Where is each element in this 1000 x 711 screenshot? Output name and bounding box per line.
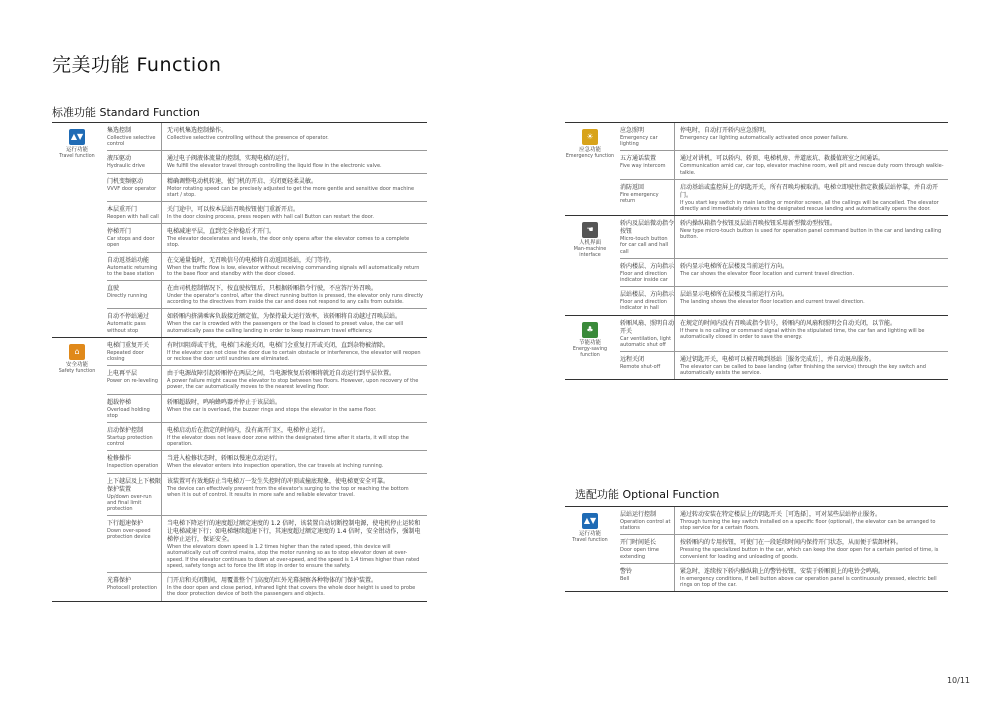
function-row <box>107 281 427 309</box>
function-name-cn: 上电再平层 <box>107 370 138 378</box>
function-name-en: Startup protection control <box>107 435 153 448</box>
icon-glyph: ♣ <box>586 324 594 334</box>
function-description <box>675 352 948 379</box>
description-cn: 紧急时，连续按下轿内操纵箱上的警铃按钮，安装于轿厢顶上的电铃会鸣响。 <box>680 567 885 575</box>
description-cn: 电梯减速平层，直到完全停稳后才开门。 <box>167 228 276 236</box>
function-name-en: Car ventilation, light automatic shut off <box>620 335 672 348</box>
function-description <box>162 224 427 251</box>
description-cn: 电梯启动后在指定的时间内，没有离开门区，电梯停止运行。 <box>167 427 330 435</box>
function-name <box>107 516 162 572</box>
function-name <box>107 309 162 336</box>
description-cn: 轿内操纵箱指令按钮及层站召唤按钮采用新型微动型按钮。 <box>680 220 837 228</box>
leaf-icon <box>582 322 598 338</box>
description-en: In the door closing process, press reopen with hall call Button can restart the door. <box>167 214 374 221</box>
function-name-en: Photocell protection <box>107 585 157 592</box>
function-name-en: Directly running <box>107 293 148 300</box>
function-name-en: Collective selective control <box>107 135 156 148</box>
description-en: Emergency car lighting automatically activated once power failure. <box>680 135 849 141</box>
function-row <box>107 423 427 451</box>
icon-glyph: ▲▼ <box>583 516 597 525</box>
function-name-en: Automatic pass without stop <box>107 321 146 334</box>
category-name-en: Energy-saving function <box>572 346 608 358</box>
function-name <box>620 287 675 314</box>
description-en: Communication amid car, car top, elevator machine room, well pit and rescue duty room through walkie-talkie. <box>680 163 944 176</box>
function-name-en: VVVF door operator <box>107 185 157 192</box>
function-description <box>162 309 427 336</box>
function-name-cn: 本层重开门 <box>107 206 138 214</box>
function-description <box>162 516 427 572</box>
description-cn: 通过转动安装在特定楼层上的钥匙开关［可选择］，可对某些层站停止服务。 <box>680 511 882 518</box>
category-label <box>565 123 615 160</box>
function-name-cn: 检修操作 <box>107 455 132 463</box>
description-cn: 无司机集选控制操作。 <box>167 127 228 134</box>
function-name <box>107 224 162 251</box>
description-cn: 按轿厢内的专用按钮，可使门在一段延续时间内保持开门状态，从而便于装卸材料。 <box>680 539 903 547</box>
category-name-cn: 运行功能 <box>578 531 601 537</box>
function-name <box>620 123 675 150</box>
function-name <box>620 151 675 178</box>
category-name-en: Travel function <box>572 538 608 543</box>
description-en: Through turning the key switch installed on a specific floor (optional), the elevator can be arranged to stop service for a certain floors. <box>680 519 936 532</box>
description-cn: 停电时，自动打开轿内应急照明。 <box>680 127 771 134</box>
function-row <box>620 564 948 591</box>
touch-panel-icon <box>582 222 598 238</box>
function-row <box>620 287 948 314</box>
function-row <box>107 151 427 173</box>
description-cn: 在规定的时间内没有召唤或指令信号，轿厢内的风扇和照明会自动关闭，以节能。 <box>680 319 897 327</box>
function-name <box>107 366 162 393</box>
function-name-en: Emergency car lighting <box>620 135 658 148</box>
description-en: The landing shows the elevator floor location and current travel direction. <box>680 299 865 306</box>
function-name-cn: 上下越层及上下极限保护装置 <box>107 477 162 493</box>
description-en: We fulfill the elevator travel through controlling the liquid flow in the electronic valve. <box>167 163 382 170</box>
function-name-cn: 液压驱动 <box>107 155 132 163</box>
function-name-cn: 警铃 <box>620 567 633 575</box>
function-description <box>162 366 427 393</box>
description-en: If the elevator can not close the door due to certain obstacle or interference, the elevator will reopen or reclose the door until sundries are eliminated. <box>167 349 421 363</box>
description-en: If the elevator does not leave door zone within the designated time after it starts, it will stop the operation. <box>167 435 409 448</box>
optional-function-table <box>565 506 948 592</box>
description-en: If there is no calling or command signal within the stipulated time, the car fan and lighting will be automatically closed in order to save the energy. <box>680 327 925 340</box>
function-name <box>107 423 162 450</box>
function-description <box>162 451 427 472</box>
function-name <box>107 174 162 201</box>
function-row <box>107 516 427 573</box>
description-cn: 通过对讲机，可以轿内、轿顶、电梯机房、井道底坑、救援值班室之间通话。 <box>680 155 885 163</box>
function-name <box>620 507 675 534</box>
function-description <box>162 474 427 516</box>
description-en: The elevator decelerates and levels, the door only opens after the elevator comes to a complete stop. <box>167 236 410 249</box>
function-description <box>675 507 948 534</box>
function-group <box>52 338 427 602</box>
description-cn: 精确调整电动机转速，使门机的开启、关闭更轻柔灵敏。 <box>167 177 318 185</box>
function-name <box>107 253 162 280</box>
function-name-en: Hydraulic drive <box>107 163 145 170</box>
description-en: If you start key switch in main landing or monitor screen, all the callings will be cancelled. The elevator directly and immediately drives to the designated rescue landing and automatically opens the door. <box>680 199 939 213</box>
description-en: In emergency conditions, if bell button above car operation panel is continuously pressed, electric bell rings on top of the car. <box>680 575 937 589</box>
description-en: The device can effectively prevent from the elevator's surging to the top or reaching the bottom when it is out of control. It results in more safe and reliable elevator travel. <box>167 485 409 498</box>
function-name-en: Overload holding stop <box>107 406 150 419</box>
function-row <box>107 174 427 202</box>
function-name <box>107 451 162 472</box>
standard-function-table-left <box>52 122 427 602</box>
function-row <box>620 352 948 379</box>
description-en: Motor rotating speed can be precisely adjusted to get the more gentle and sensitive door machine start / stop. <box>167 185 415 198</box>
description-en: Collective selective controlling without the presence of operator. <box>167 135 329 141</box>
category-label <box>565 216 615 259</box>
function-name-cn: 五方通话装置 <box>620 155 657 163</box>
function-name-en: Five way intercom <box>620 163 666 170</box>
function-name-cn: 应急照明 <box>620 127 645 134</box>
description-cn: 通过钥匙开关，电梯可以被召唤到基站［服务完成后］，并自动退出服务。 <box>680 356 876 364</box>
description-en: When the traffic flow is low, elevator without receiving commanding signals will automatically return to the base floor and standby with the door closed. <box>167 264 420 277</box>
function-name-cn: 层站运行控制 <box>620 511 657 518</box>
description-cn: 如轿厢内挤满乘客负载接近额定值，为保持最大运行效率，该轿厢将自动越过召唤层站。 <box>167 313 402 321</box>
function-group <box>52 123 427 338</box>
function-description <box>162 202 427 223</box>
function-row <box>107 253 427 281</box>
function-row <box>620 216 948 259</box>
function-description <box>162 123 427 150</box>
page-number: 10/11 <box>946 676 970 685</box>
function-name-cn: 自动不停站通过 <box>107 313 150 321</box>
function-row <box>620 123 948 151</box>
function-description <box>162 423 427 450</box>
function-row <box>620 535 948 563</box>
function-name <box>107 338 162 365</box>
category-name-cn: 安全功能 <box>65 361 88 368</box>
function-name-cn: 启动保护控制 <box>107 427 144 435</box>
function-name <box>620 180 675 215</box>
function-name-cn: 自动返基站功能 <box>107 256 150 264</box>
category-name-cn: 运行功能 <box>65 147 88 153</box>
lamp-icon <box>582 129 598 145</box>
function-name <box>620 564 675 591</box>
function-name-en: Down over-speed protection device <box>107 528 151 541</box>
function-name-cn: 电梯门重复开关 <box>107 341 150 349</box>
function-name-cn: 消防返回 <box>620 183 645 191</box>
description-en: In the door open and close period, infrared light that covers the whole door height is used to probe the door protection device of both the passengers and objects. <box>167 585 416 598</box>
category-name-en: Emergency function <box>565 154 615 159</box>
function-description <box>675 287 948 314</box>
function-name-en: Repeated door closing <box>107 349 144 363</box>
function-description <box>675 180 948 215</box>
function-row <box>620 259 948 287</box>
function-name <box>107 151 162 172</box>
function-row <box>107 451 427 473</box>
category-name-en: Safety function <box>58 368 96 374</box>
description-cn: 该装置可有效地防止当电梯万一发生失控时的冲顶或撞底现象，使电梯更安全可靠。 <box>167 477 390 485</box>
function-name-cn: 集选控制 <box>107 127 132 134</box>
elevator-buttons-icon <box>69 129 85 145</box>
function-row <box>107 224 427 252</box>
description-cn: 当电梯下降运行的速度超过额定速度的 1.2 倍时，该装置自动切断控制电源，使电机停止运转和让电梯减速下行；如电梯继续超速下行，其速度超过额定速度的 1.4 倍时，安全钳动作，强制电梯停止运行，保证安全。 <box>167 520 421 544</box>
function-name <box>107 281 162 308</box>
function-name <box>107 202 162 223</box>
function-name <box>620 352 675 379</box>
description-en: The elevator can be called to base landing (after finishing the service) through the key switch and automatically exists the service. <box>680 364 926 377</box>
function-name <box>107 573 162 600</box>
description-cn: 层站显示电梯所在层楼及当前运行方向。 <box>680 291 789 299</box>
description-cn: 启动基站或监控屏上的钥匙开关，所有召唤均被取消。电梯立即驶往指定救援层站停靠，并自动开门。 <box>680 183 939 199</box>
function-description <box>675 535 948 562</box>
standard-function-table-right <box>565 122 948 380</box>
description-en: Pressing the specialized button in the car, which can keep the door open for a certain period of time, is convenient for loading and unloading of goods. <box>680 547 939 560</box>
description-cn: 在由司机控制情况下，按直驶按钮后，只根据轿厢指令行驶，不应答厅外召唤。 <box>167 285 378 293</box>
icon-glyph: ▲▼ <box>70 132 84 141</box>
description-cn: 通过电子阀液体流量的控制，实现电梯的运行。 <box>167 155 294 163</box>
function-row <box>107 123 427 151</box>
icon-glyph: ⌂ <box>74 346 80 356</box>
standard-function-title: 标准功能 Standard Function <box>52 106 200 119</box>
function-group <box>565 316 948 381</box>
function-name-en: Power on re-leveling <box>107 378 158 385</box>
function-row <box>620 507 948 535</box>
function-row <box>620 316 948 352</box>
function-row <box>107 474 427 517</box>
house-shield-icon <box>69 344 85 360</box>
category-label <box>52 123 102 160</box>
function-name-en: Micro-touch button for car call and hall call <box>620 236 669 255</box>
icon-glyph: ☚ <box>586 225 594 235</box>
page-title: 完美功能 Function <box>52 54 222 76</box>
function-description <box>162 174 427 201</box>
function-name <box>107 474 162 516</box>
function-name-en: Up/down over-run and final limit protection <box>107 493 152 513</box>
function-description <box>162 281 427 308</box>
function-name <box>107 123 162 150</box>
function-name-en: Operation control at stations <box>620 519 671 532</box>
category-name-cn: 节能功能 <box>578 339 601 346</box>
function-group <box>565 216 948 315</box>
function-group <box>565 123 948 216</box>
function-name-cn: 层站楼层、方向指示 <box>620 291 675 299</box>
function-name <box>620 259 675 286</box>
category-name-cn: 人机界面 <box>578 240 601 247</box>
function-description <box>162 395 427 422</box>
function-description <box>675 259 948 286</box>
function-name-en: Car stops and door open <box>107 236 155 249</box>
function-name-cn: 开门时间延长 <box>620 539 657 547</box>
function-group <box>565 507 948 592</box>
description-en: Under the operator's control, after the direct running button is pressed, the elevator only runs directly according to the directives from inside the car and does not respond to any calls from outside. <box>167 293 424 306</box>
function-name-cn: 超载停梯 <box>107 398 132 406</box>
description-cn: 当进入检修状态时，轿厢以慢速点动运行。 <box>167 455 282 463</box>
function-name-en: Bell <box>620 575 630 582</box>
category-label <box>565 316 615 359</box>
category-name-en: Man-machine interface <box>573 247 607 259</box>
function-name-cn: 下行超速保护 <box>107 520 144 528</box>
function-name-cn: 轿内楼层、方向指示 <box>620 262 675 270</box>
function-name-cn: 停梯开门 <box>107 228 132 236</box>
function-description <box>675 216 948 258</box>
function-name-cn: 轿厢风扇、照明自动开关 <box>620 319 675 335</box>
function-row <box>620 180 948 215</box>
function-description <box>675 564 948 591</box>
function-description <box>162 338 427 365</box>
function-name-en: Reopen with hall call <box>107 214 159 221</box>
function-description <box>162 151 427 172</box>
function-description <box>675 316 948 351</box>
optional-function-title: 选配功能 Optional Function <box>575 488 720 501</box>
description-en: When the elevators down speed is 1.2 times higher than the rated speed, this device will automatically cut off control mains, stop the motor running so as to stop elevator down at over-speed. If the elevator continues to down at over-speed, and the speed is 1.4 times higher than rated speed, safety tongs act to force the lift stop in order to ensure the safety. <box>167 544 420 569</box>
function-name <box>620 535 675 562</box>
function-name-en: Floor and direction indicator inside car <box>620 270 668 284</box>
function-description <box>675 123 948 150</box>
category-label <box>52 338 102 375</box>
function-name-en: Door open time extending <box>620 547 659 560</box>
function-name-en: Inspection operation <box>107 463 159 470</box>
description-en: The car shows the elevator floor location and current travel direction. <box>680 270 855 277</box>
function-name-cn: 远程关闭 <box>620 356 645 364</box>
function-name-en: Fire emergency return <box>620 191 659 205</box>
function-name-cn: 门机变频驱动 <box>107 177 144 185</box>
icon-glyph: ☀ <box>586 132 594 141</box>
function-name-en: Floor and direction indicator in hall <box>620 299 667 312</box>
description-en: When the elevator enters into inspection operation, the car travels at inching running. <box>167 463 384 470</box>
function-name <box>620 316 675 351</box>
function-description <box>162 573 427 600</box>
category-name-cn: 应急功能 <box>578 147 601 153</box>
function-name-en: Automatic returning to the base station <box>107 264 158 277</box>
function-name-cn: 光幕保护 <box>107 577 132 585</box>
function-row <box>107 395 427 423</box>
elevator-buttons-icon <box>582 513 598 529</box>
function-row <box>620 151 948 179</box>
function-row <box>107 366 427 394</box>
description-cn: 在交通量低时，无召唤信号的电梯将自动返回基站，关门等待。 <box>167 256 336 264</box>
description-cn: 由于电源故障引起轿厢停在两层之间，当电源恢复后轿厢将就近自动运行到平层位置。 <box>167 370 396 378</box>
description-en: New type micro-touch button is used for operation panel command button in the car and landing calling button. <box>680 228 942 241</box>
description-cn: 有时因阻碍或干扰，电梯门未能关闭，电梯门会重复打开或关闭，直到杂物被清除。 <box>167 341 390 349</box>
function-description <box>162 253 427 280</box>
description-cn: 门开启和关闭期间，用覆盖整个门高度的红外光幕洞察各种物体的门保护装置。 <box>167 577 378 585</box>
function-name-cn: 直驶 <box>107 285 120 293</box>
description-cn: 关门途中，可以按本层站召唤按钮使门重新开启。 <box>167 206 300 214</box>
function-name-cn: 轿内及层站微动指令按钮 <box>620 220 675 236</box>
function-name <box>107 395 162 422</box>
function-row <box>107 573 427 600</box>
description-en: When the car is overload, the buzzer rings and stops the elevator in the same floor. <box>167 406 377 413</box>
description-en: When the car is crowded with the passengers or the load is closed to preset value, the car will automatically pass the calling landing in order to keep maximum travel efficiency. <box>167 321 404 334</box>
function-row <box>107 202 427 224</box>
description-en: A power failure might cause the elevator to stop between two floors. However, upon recovery of the power, the car automatically moves to the nearest leveling floor. <box>167 378 419 391</box>
description-cn: 轿厢超载时，鸣响蜂鸣器并停止于该层站。 <box>167 398 282 406</box>
description-cn: 轿内显示电梯所在层楼及当前运行方向。 <box>680 262 789 270</box>
function-row <box>107 338 427 366</box>
function-row <box>107 309 427 336</box>
function-name-en: Remote shut-off <box>620 364 661 371</box>
category-label <box>565 507 615 544</box>
function-name <box>620 216 675 258</box>
function-description <box>675 151 948 178</box>
category-name-en: Travel function <box>59 154 95 159</box>
